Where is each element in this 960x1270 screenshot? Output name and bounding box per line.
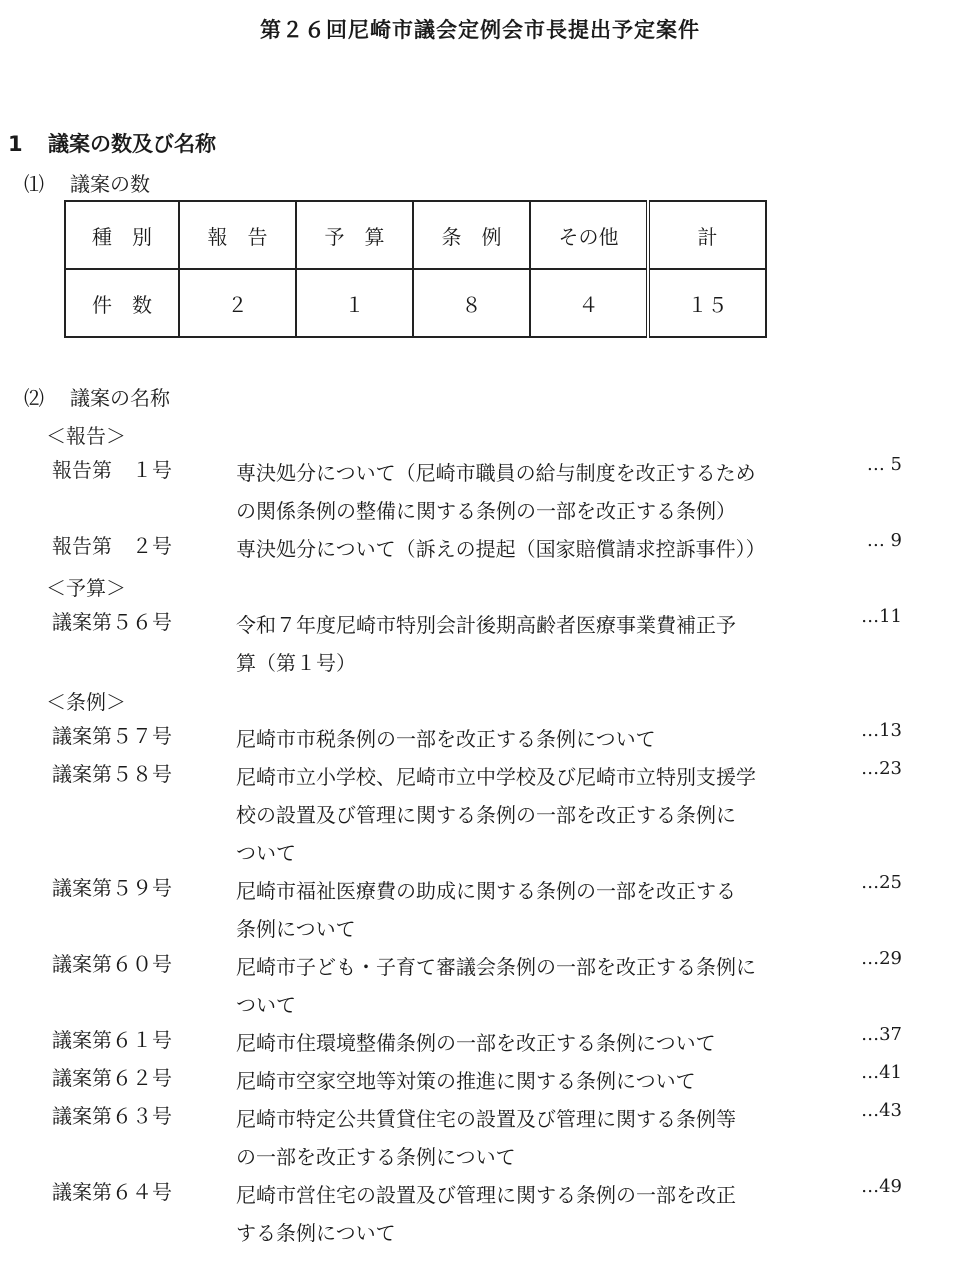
item-line: 専決処分について（訴えの提起（国家賠償請求控訴事件））: [236, 537, 766, 561]
item-description: [236, 948, 836, 1024]
document-title: 第２６回尼崎市議会定例会市長提出予定案件: [260, 18, 700, 42]
item-line: の一部を改正する条例について: [236, 1145, 516, 1169]
bill-count-table: [64, 200, 767, 338]
item-description: [236, 1024, 836, 1062]
item-line: 尼崎市市税条例の一部を改正する条例について: [236, 727, 656, 751]
item-number: 報告第 ２号: [52, 534, 172, 558]
subsection-number: ⑵: [24, 386, 44, 410]
table-header-cell: 条 例: [413, 201, 530, 269]
item-number: 議案第６０号: [52, 952, 172, 976]
item-line: 尼崎市福祉医療費の助成に関する条例の一部を改正する: [236, 879, 736, 903]
item-line: 算（第１号）: [236, 651, 356, 675]
table-cell: ４: [530, 269, 648, 337]
table-cell: ８: [413, 269, 530, 337]
table-header-cell: 計: [648, 201, 766, 269]
item-description: [236, 1062, 836, 1100]
item-number: 議案第６３号: [52, 1104, 172, 1128]
subsection-number: ⑴: [24, 172, 44, 196]
page-reference: …29: [861, 948, 902, 969]
page-reference: … 5: [866, 454, 902, 475]
page-reference: … 9: [866, 530, 902, 551]
item-line: 尼崎市子ども・子育て審議会条例の一部を改正する条例に: [236, 955, 756, 979]
item-line: 専決処分について（尼崎市職員の給与制度を改正するため: [236, 461, 756, 485]
item-description: [236, 606, 836, 682]
table-header-row: [65, 201, 766, 269]
item-number: 報告第 １号: [52, 458, 172, 482]
subsection-heading-count: [24, 168, 150, 197]
item-number: 議案第６４号: [52, 1180, 172, 1204]
group-heading-ordinance: ＜条例＞: [46, 690, 126, 714]
item-line: 令和７年度尼崎市特別会計後期高齢者医療事業費補正予: [236, 613, 736, 637]
item-description: [236, 454, 836, 530]
item-description: [236, 1176, 836, 1252]
item-line: 尼崎市立小学校、尼崎市立中学校及び尼崎市立特別支援学: [236, 765, 756, 789]
item-description: [236, 758, 836, 872]
page-reference: …41: [861, 1062, 902, 1083]
item-line: する条例について: [236, 1221, 396, 1245]
item-number: 議案第５８号: [52, 762, 172, 786]
page-reference: …37: [861, 1024, 902, 1045]
item-line: 尼崎市特定公共賃貸住宅の設置及び管理に関する条例等: [236, 1107, 736, 1131]
item-line: 尼崎市営住宅の設置及び管理に関する条例の一部を改正: [236, 1183, 736, 1207]
subsection-label: 議案の数: [70, 172, 150, 196]
section-number: 1: [8, 132, 23, 156]
subsection-label: 議案の名称: [70, 386, 170, 410]
table-header-cell: その他: [530, 201, 648, 269]
page-reference: …11: [861, 606, 902, 627]
table-cell: 件 数: [65, 269, 179, 337]
item-line: 条例について: [236, 917, 356, 941]
item-number: 議案第５６号: [52, 610, 172, 634]
item-number: 議案第５９号: [52, 876, 172, 900]
page-reference: …49: [861, 1176, 902, 1197]
item-line: 尼崎市住環境整備条例の一部を改正する条例について: [236, 1031, 716, 1055]
item-line: ついて: [236, 993, 296, 1017]
item-number: 議案第６２号: [52, 1066, 172, 1090]
table-row: [65, 269, 766, 337]
page-reference: …13: [861, 720, 902, 741]
item-description: [236, 1100, 836, 1176]
table-cell: １: [296, 269, 413, 337]
table-header-cell: 予 算: [296, 201, 413, 269]
group-heading-budget: ＜予算＞: [46, 576, 126, 600]
page-reference: …43: [861, 1100, 902, 1121]
section-heading-1: [8, 128, 216, 158]
item-description: [236, 720, 836, 758]
item-number: 議案第５７号: [52, 724, 172, 748]
item-description: [236, 872, 836, 948]
item-line: ついて: [236, 841, 296, 865]
group-heading-report: ＜報告＞: [46, 424, 126, 448]
table-cell: １５: [648, 269, 766, 337]
table-header-cell: 報 告: [179, 201, 296, 269]
section-label: 議案の数及び名称: [48, 132, 216, 156]
table-cell: ２: [179, 269, 296, 337]
item-number: 議案第６１号: [52, 1028, 172, 1052]
table-header-cell: 種 別: [65, 201, 179, 269]
item-description: [236, 530, 836, 568]
item-line: 尼崎市空家空地等対策の推進に関する条例について: [236, 1069, 696, 1093]
page-reference: …25: [861, 872, 902, 893]
subsection-heading-names: [24, 382, 170, 411]
item-line: の関係条例の整備に関する条例の一部を改正する条例）: [236, 499, 736, 523]
item-line: 校の設置及び管理に関する条例の一部を改正する条例に: [236, 803, 736, 827]
page-reference: …23: [861, 758, 902, 779]
